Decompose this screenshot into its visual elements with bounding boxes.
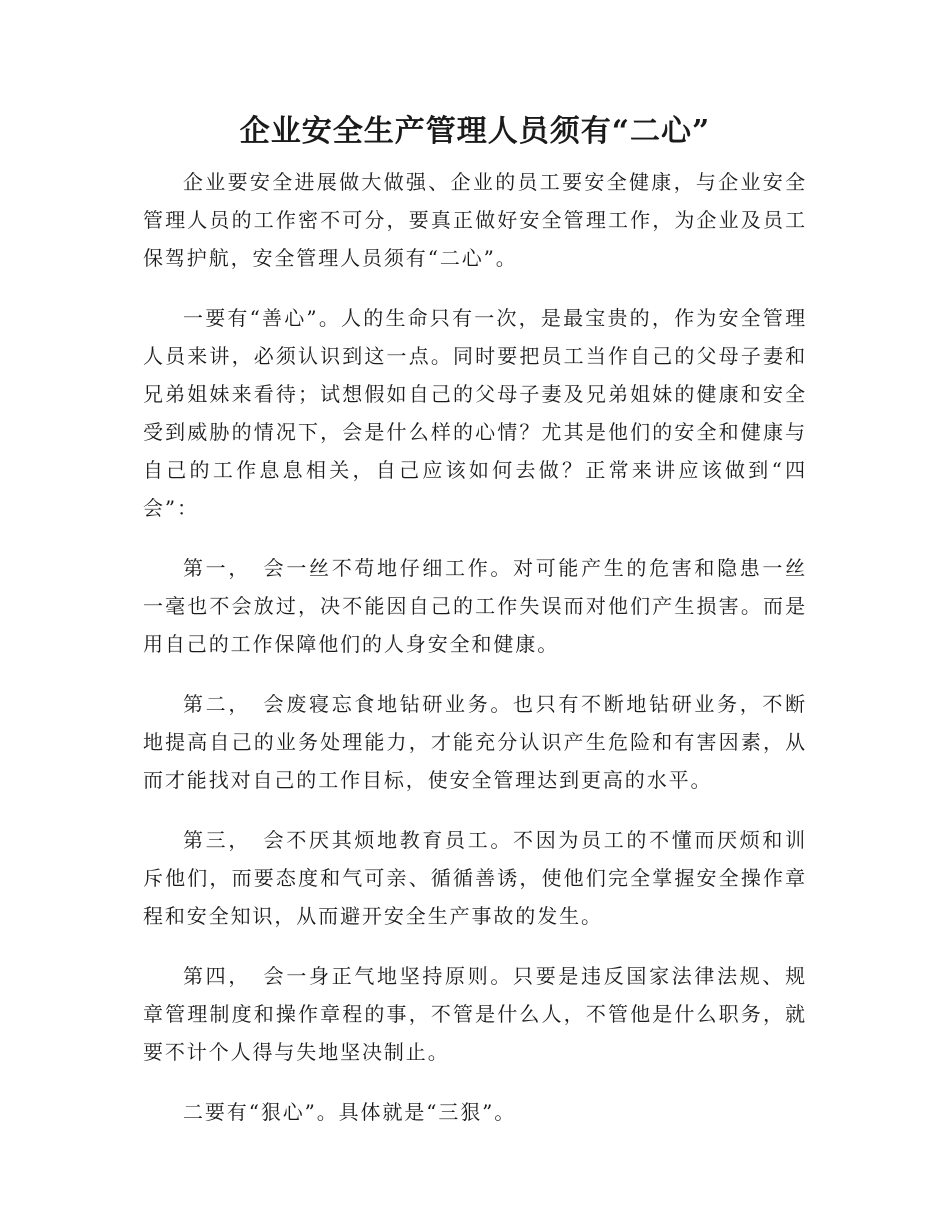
paragraph-gap — [143, 663, 807, 685]
paragraph-point-4: 第四， 会一身正气地坚持原则。只要是违反国家法律法规、规章管理制度和操作章程的事，不管是什么人，不管他是什么职务，就要不计个人得与失地坚决制止。 — [143, 964, 807, 1064]
paragraph-gap — [143, 277, 807, 299]
paragraph-intro: 企业要安全进展做大做强、企业的员工要安全健康，与企业安全管理人员的工作密不可分，要真正做好安全管理工作，为企业及员工保驾护航，安全管理人员须有“二心”。 — [143, 170, 807, 270]
paragraph-tough-heart: 二要有“狠心”。具体就是“三狠”。 — [183, 1100, 517, 1124]
document-body — [143, 163, 807, 1131]
paragraph-gap — [143, 527, 807, 549]
paragraph-gap — [143, 935, 807, 957]
paragraph-point-1: 第一， 会一丝不苟地仔细工作。对可能产生的危害和隐患一丝一毫也不会放过，决不能因自己的工作失误而对他们产生损害。而是用自己的工作保障他们的人身安全和健康。 — [143, 556, 807, 656]
document-title: 企业安全生产管理人员须有“二心” — [239, 114, 711, 149]
paragraph-kind-heart: 一要有“善心”。人的生命只有一次，是最宝贵的，作为安全管理人员来讲，必须认识到这一点。同时要把员工当作自己的父母子妻和兄弟姐妹来看待；试想假如自己的父母子妻及兄弟姐妹的健康和安全受到威胁的情况下，会是什么样的心情？尤其是他们的安全和健康与自己的工作息息相关，自己应该如何去做？正常来讲应该做到“四会”： — [143, 306, 807, 520]
paragraph-point-3: 第三， 会不厌其烦地教育员工。不因为员工的不懂而厌烦和训斥他们，而要态度和气可亲、循循善诱，使他们完全掌握安全操作章程和安全知识，从而避开安全生产事故的发生。 — [143, 828, 807, 928]
paragraph-gap — [143, 1071, 807, 1093]
paragraph-gap — [143, 799, 807, 821]
paragraph-point-2: 第二， 会废寝忘食地钻研业务。也只有不断地钻研业务，不断地提高自己的业务处理能力，才能充分认识产生危险和有害因素，从而才能找对自己的工作目标，使安全管理达到更高的水平。 — [143, 692, 807, 792]
